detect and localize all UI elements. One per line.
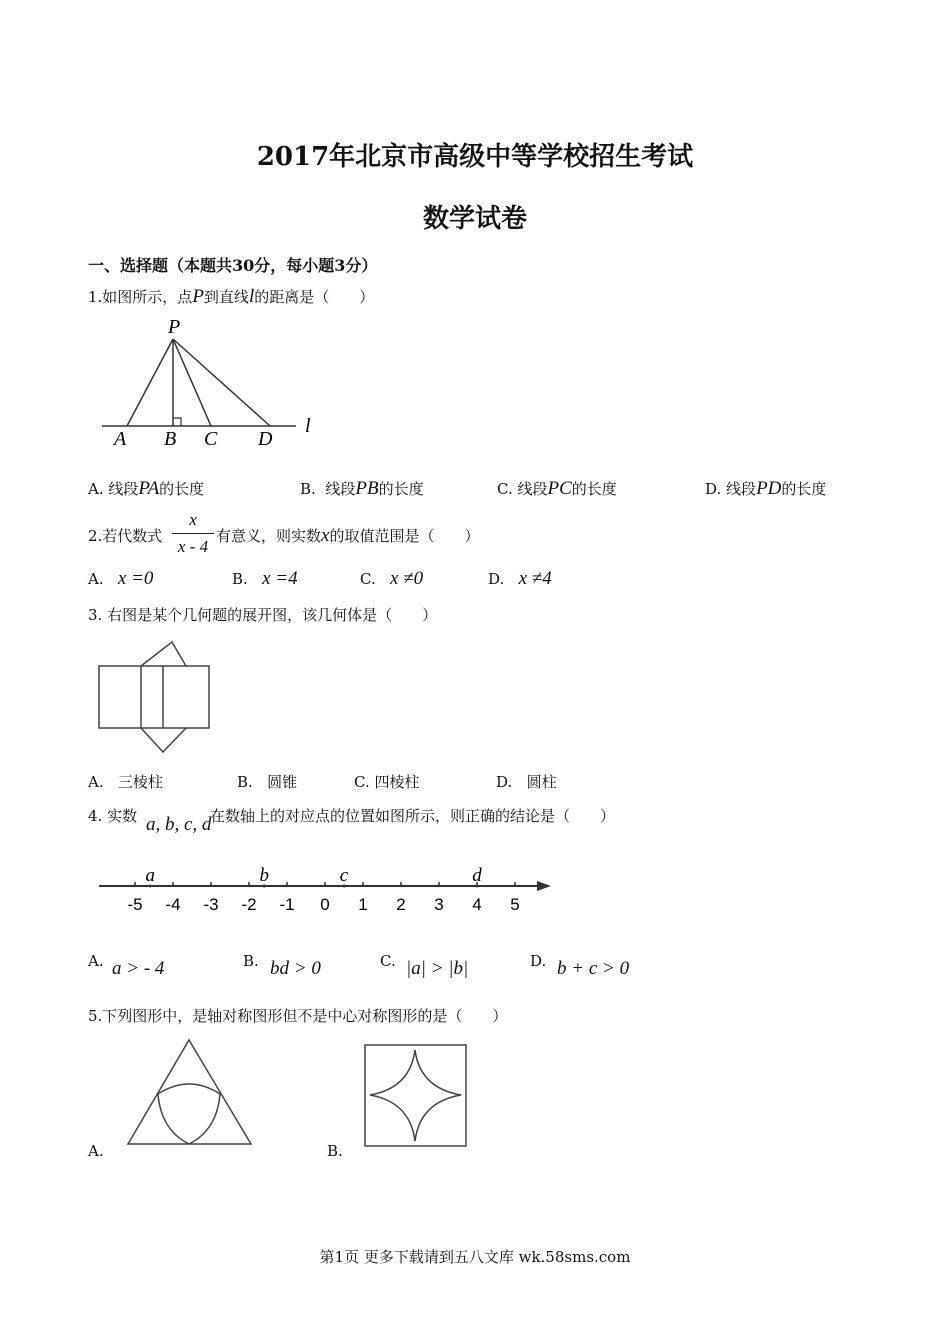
q2-var: x — [321, 525, 330, 546]
q4-text-a: 4. 实数 — [88, 807, 138, 825]
q1-label-a: A — [114, 428, 127, 450]
option-letter: A. — [88, 952, 104, 970]
option-text: 的长度 — [159, 480, 205, 498]
q3-option-b[interactable] — [237, 771, 297, 792]
option-letter: D. — [705, 480, 722, 498]
option-letter: C. — [380, 952, 396, 970]
q2-text-a: 2.若代数式 — [88, 527, 163, 545]
option-var: PD — [756, 478, 782, 499]
q1-option-b[interactable] — [300, 478, 424, 500]
q3-option-c[interactable] — [354, 771, 420, 792]
tick-label: 4 — [472, 895, 482, 914]
option-expr: x =0 — [117, 568, 154, 589]
q4-option-b-expr: bd > 0 — [270, 958, 321, 979]
q2-option-c[interactable] — [360, 568, 423, 590]
page-title: 2017年北京市高级中等学校招生考试 — [256, 142, 694, 172]
tick-label: -3 — [203, 895, 219, 914]
point-label-a: a — [145, 865, 155, 886]
tick-label: 3 — [434, 895, 444, 914]
option-letter: D. — [488, 570, 505, 588]
q4-option-c-expr: |a| > |b| — [406, 958, 469, 979]
q5-option-b[interactable]: B. — [327, 1142, 343, 1160]
option-letter: A. — [88, 773, 104, 791]
q2-option-b[interactable] — [232, 568, 298, 590]
option-text: 的长度 — [571, 480, 617, 498]
option-letter: C. — [497, 480, 513, 498]
tick-label: -1 — [279, 895, 295, 914]
q1-label-b: B — [164, 428, 177, 450]
option-text: 的长度 — [378, 480, 424, 498]
q1-figure — [100, 315, 330, 455]
option-text: 三棱柱 — [117, 773, 163, 791]
question-1 — [88, 286, 374, 308]
page-subtitle: 数学试卷 — [422, 204, 527, 234]
q2-text-b: 有意义，则实数 — [216, 527, 322, 545]
axis-arrow — [537, 881, 551, 891]
point-label-c: c — [339, 865, 349, 886]
option-letter: B. — [237, 773, 253, 791]
q2-denominator: x - 4 — [177, 537, 209, 556]
option-letter: A. — [88, 480, 104, 498]
q4-option-b[interactable] — [243, 952, 259, 970]
q1-label-d: D — [258, 428, 273, 450]
question-5: 5.下列图形中，是轴对称图形但不是中心对称图形的是（ ） — [88, 1007, 508, 1025]
q3-option-a[interactable] — [88, 771, 163, 792]
question-2-rest — [216, 525, 479, 547]
q1-option-d[interactable] — [705, 478, 826, 500]
q1-var-l: l — [248, 286, 255, 307]
point-label-b: b — [259, 865, 269, 886]
q4-option-d-expr: b + c > 0 — [557, 958, 630, 979]
tick-label: 1 — [358, 895, 368, 914]
q3-net-figure — [95, 636, 217, 758]
section-heading: 一、选择题（本题共30分，每小题3分） — [88, 256, 378, 275]
q5-option-a[interactable]: A. — [88, 1142, 104, 1160]
q5-figure-b — [362, 1042, 470, 1150]
question-3: 3. 右图是某个几何题的展开图，该几何体是（ ） — [88, 606, 438, 624]
tick-label: -4 — [165, 895, 181, 914]
q1-text-a: 1.如图所示，点 — [88, 288, 193, 306]
q1-label-p: P — [168, 316, 181, 338]
option-text: 圆柱 — [526, 773, 557, 791]
option-text: 四棱柱 — [374, 773, 420, 791]
q1-var-p: P — [192, 286, 204, 307]
option-var: PA — [138, 478, 160, 499]
tick-label: 5 — [510, 895, 520, 914]
q5-figure-a — [125, 1037, 255, 1149]
q2-numerator: x — [189, 510, 197, 529]
option-expr: x ≠4 — [518, 568, 552, 589]
option-text: 线段 — [108, 480, 139, 498]
option-var: PB — [355, 478, 379, 499]
q1-option-a[interactable] — [88, 478, 204, 500]
tick-label: 2 — [396, 895, 406, 914]
option-letter: C. — [354, 773, 370, 791]
option-text: 线段 — [517, 480, 548, 498]
q4-option-c[interactable] — [380, 952, 396, 970]
q3-option-d[interactable] — [496, 771, 557, 792]
tick-label: 0 — [320, 895, 330, 914]
q1-option-c[interactable] — [497, 478, 617, 500]
option-letter: B. — [300, 480, 316, 498]
q4-option-d[interactable] — [530, 952, 546, 970]
option-text: 的长度 — [781, 480, 827, 498]
q1-label-l: l — [305, 415, 311, 437]
q4-text-b: 在数轴上的对应点的位置如图所示，则正确的结论是（ ） — [210, 807, 616, 825]
q2-option-a[interactable] — [88, 568, 153, 590]
page-footer: 第1页 更多下载请到五八文库 wk.58sms.com — [319, 1248, 631, 1266]
option-var: PC — [547, 478, 572, 499]
option-letter: B. — [232, 570, 248, 588]
option-expr: x ≠0 — [390, 568, 424, 589]
option-text: 线段 — [726, 480, 757, 498]
q2-option-d[interactable] — [488, 568, 552, 590]
q1-text-b: 到直线 — [203, 288, 249, 306]
option-letter: B. — [243, 952, 259, 970]
option-letter: D. — [530, 952, 547, 970]
point-label-d: d — [472, 865, 482, 886]
option-text: 圆锥 — [267, 773, 298, 791]
option-text: 线段 — [325, 480, 356, 498]
tick-label: -2 — [241, 895, 257, 914]
option-letter: A. — [88, 570, 104, 588]
q2-text-c: 的取值范围是（ ） — [329, 527, 480, 545]
option-expr: x =4 — [262, 568, 298, 589]
q4-option-a-expr: a > - 4 — [112, 958, 165, 979]
q4-option-a[interactable] — [88, 952, 104, 970]
q1-label-c: C — [204, 428, 218, 450]
tick-label: -5 — [127, 895, 143, 914]
q2-fraction-bar — [172, 533, 214, 534]
option-letter: D. — [496, 773, 513, 791]
q4-vars: a, b, c, d — [146, 814, 212, 835]
option-letter: C. — [360, 570, 376, 588]
q1-text-c: 的距离是（ ） — [254, 288, 375, 306]
q4-number-line — [95, 862, 560, 922]
